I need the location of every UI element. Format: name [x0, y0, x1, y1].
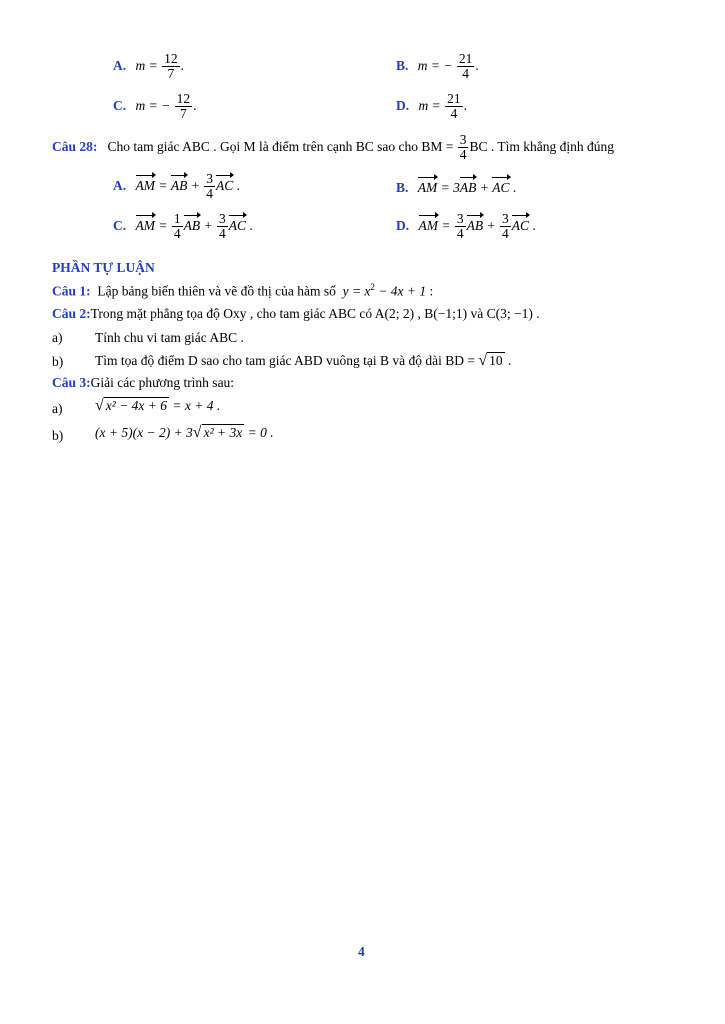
fraction: $\frac{12}{7}$: [176, 91, 191, 122]
cau3: Câu 3:Giải các phương trình sau:: [52, 375, 235, 390]
cau2-a-text: Tính chu vi tam giác ABC .: [95, 330, 244, 345]
option-label: A.: [113, 57, 127, 73]
cau2-b-text: Tìm tọa độ điểm D sao cho tam giác ABD vuông tại B và độ dài BD = √ 10 .: [95, 352, 512, 369]
cau2-a: a): [52, 330, 63, 345]
fraction: $\frac{21}{4}$: [447, 91, 461, 122]
cau3-b: b): [52, 428, 64, 443]
q28-option-a: A. AM = AB + $\frac{3}{4}$ AC .: [113, 171, 241, 202]
cau3-b-eq: (x + 5)(x − 2) + 3√ x² + 3x = 0 .: [95, 424, 274, 441]
fraction: $\frac{3}{4}$: [459, 132, 467, 163]
q27-option-b: B. m = − $\frac{21}{4}$ .: [396, 51, 479, 82]
q27-option-c: C. m = − $\frac{12}{7}$ .: [113, 91, 197, 122]
q28-option-c: C. AM = $\frac{1}{4}$ AB + $\frac{3}{4}$ AC .: [113, 211, 253, 242]
option-label: C.: [113, 97, 127, 113]
option-label: D.: [396, 97, 410, 113]
cau1: Câu 1: Lập bảng biến thiên và vẽ đồ thị của hàm số $y = x^2 - 4x + 1$ :: [52, 282, 434, 299]
question-label: Câu 28:: [52, 138, 98, 154]
cau2: Câu 2:Trong mặt phẳng tọa độ Oxy , cho tam giác ABC có A(2; 2) , B(−1;1) và C(3; −1) .: [52, 306, 540, 321]
q27-option-d: D. m = $\frac{21}{4}$ .: [396, 91, 467, 122]
cau3-a-eq: √ x² − 4x + 6 = x + 4 .: [95, 397, 221, 414]
page-number: 4: [358, 944, 365, 959]
option-label: B.: [396, 57, 409, 73]
q27-option-a: A. m = $\frac{12}{7}$ .: [113, 51, 184, 82]
cau3-a: a): [52, 401, 63, 416]
fraction: $\frac{12}{7}$: [164, 51, 178, 82]
q28-stem: Câu 28: Cho tam giác ABC . Gọi M là điểm trên cạnh BC sao cho BM = $\frac{3}{4}$ BC . Tìm khẳng định đúng: [52, 132, 614, 163]
fraction: $\frac{21}{4}$: [458, 51, 473, 82]
section-title: PHẦN TỰ LUẬN: [52, 260, 155, 275]
q28-option-d: D. AM = $\frac{3}{4}$ AB + $\frac{3}{4}$ AC .: [396, 211, 536, 242]
q28-option-b: B. AM = 3AB + AC .: [396, 180, 517, 195]
cau2-b: b): [52, 354, 64, 369]
